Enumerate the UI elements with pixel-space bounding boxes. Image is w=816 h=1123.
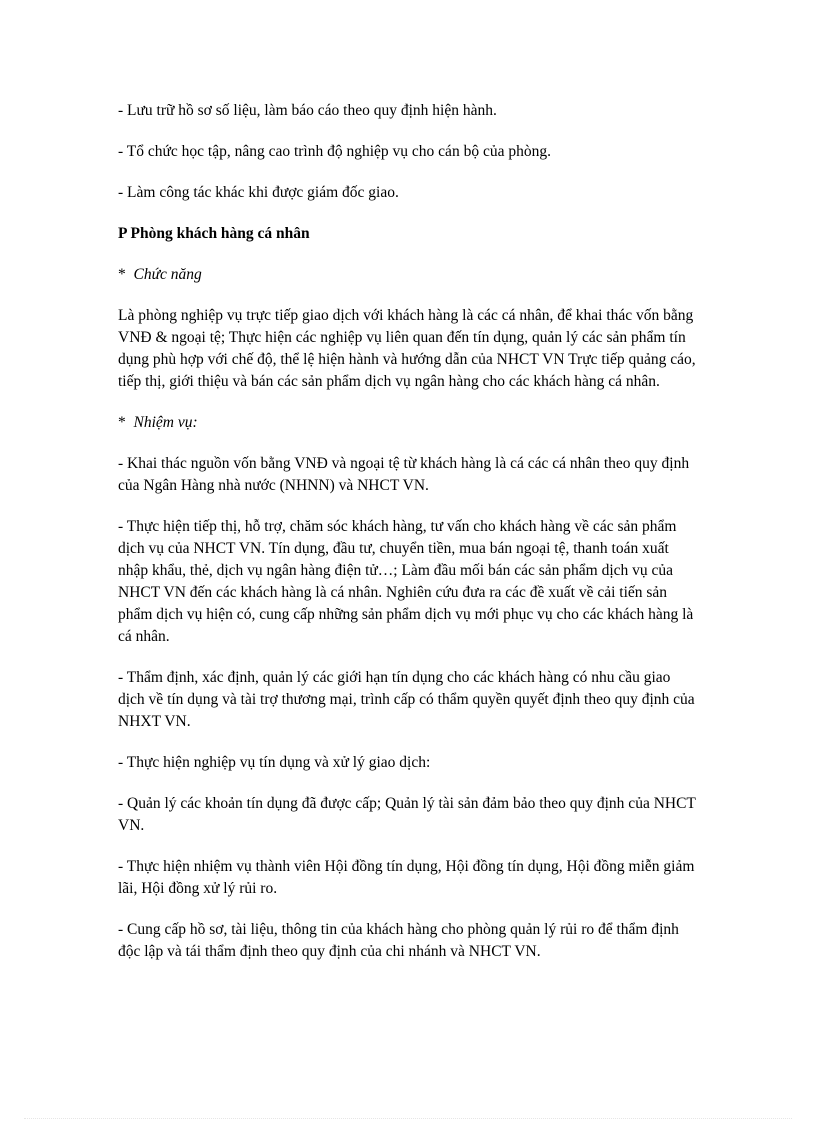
function-bullet: * (118, 266, 126, 283)
duties-label: Nhiệm vụ: (133, 414, 198, 431)
page-bottom-divider (24, 1118, 792, 1119)
paragraph-training: - Tổ chức học tập, nâng cao trình độ nghiệp vụ cho cán bộ của phòng. (118, 143, 551, 160)
function-text: Là phòng nghiệp vụ trực tiếp giao dịch với khách hàng là các cá nhân, để khai thác vốn bằng VNĐ & ngoại tệ; Thực hiện các nghiệp vụ liên quan đến tín dụng, quản lý các sản phẩm tín dụng phù hợp với chế độ, thể lệ hiện hành và hướng dẫn của NHCT VN Trực tiếp quảng cáo, tiếp thị, giới thiệu và bán các sản phẩm dịch vụ ngân hàng cho các khách hàng cá nhân. (118, 307, 696, 390)
paragraph-other-tasks: - Làm công tác khác khi được giám đốc giao. (118, 184, 399, 201)
document-page (118, 100, 700, 982)
function-subheading (118, 264, 700, 286)
duties-subheading (118, 412, 700, 434)
duty-item: - Cung cấp hồ sơ, tài liệu, thông tin của khách hàng cho phòng quản lý rủi ro để thẩm định độc lập và tái thẩm định theo quy định của chi nhánh và NHCT VN. (118, 921, 679, 960)
function-label: Chức năng (133, 266, 202, 283)
paragraph-archive: - Lưu trữ hồ sơ số liệu, làm báo cáo theo quy định hiện hành. (118, 102, 497, 119)
section-heading: P Phòng khách hàng cá nhân (118, 225, 310, 242)
duty-item: - Quản lý các khoản tín dụng đã được cấp; Quản lý tài sản đảm bảo theo quy định của NHCT VN. (118, 795, 696, 834)
duty-item: - Thực hiện tiếp thị, hỗ trợ, chăm sóc khách hàng, tư vấn cho khách hàng về các sản phẩm dịch vụ của NHCT VN. Tín dụng, đầu tư, chuyển tiền, mua bán ngoại tệ, thanh toán xuất nhập khẩu, thẻ, dịch vụ ngân hàng điện tử…; Làm đầu mối bán các sản phẩm dịch vụ của NHCT VN đến các khách hàng là cá nhân. Nghiên cứu đưa ra các đề xuất về cải tiến sản phẩm dịch vụ hiện có, cung cấp những sản phẩm dịch vụ mới phục vụ cho các khách hàng là cá nhân. (118, 518, 694, 645)
duty-item: - Thực hiện nghiệp vụ tín dụng và xử lý giao dịch: (118, 754, 431, 771)
duty-item: - Khai thác nguồn vốn bằng VNĐ và ngoại tệ từ khách hàng là cá các cá nhân theo quy định của Ngân Hàng nhà nước (NHNN) và NHCT VN. (118, 455, 690, 494)
duty-item: - Thẩm định, xác định, quản lý các giới hạn tín dụng cho các khách hàng có nhu cầu giao dịch về tín dụng và tài trợ thương mại, trình cấp có thẩm quyền quyết định theo quy định của NHXT VN. (118, 669, 695, 730)
duty-item: - Thực hiện nhiệm vụ thành viên Hội đồng tín dụng, Hội đồng tín dụng, Hội đồng miễn giảm lãi, Hội đồng xử lý rủi ro. (118, 858, 695, 897)
duties-bullet: * (118, 414, 126, 431)
